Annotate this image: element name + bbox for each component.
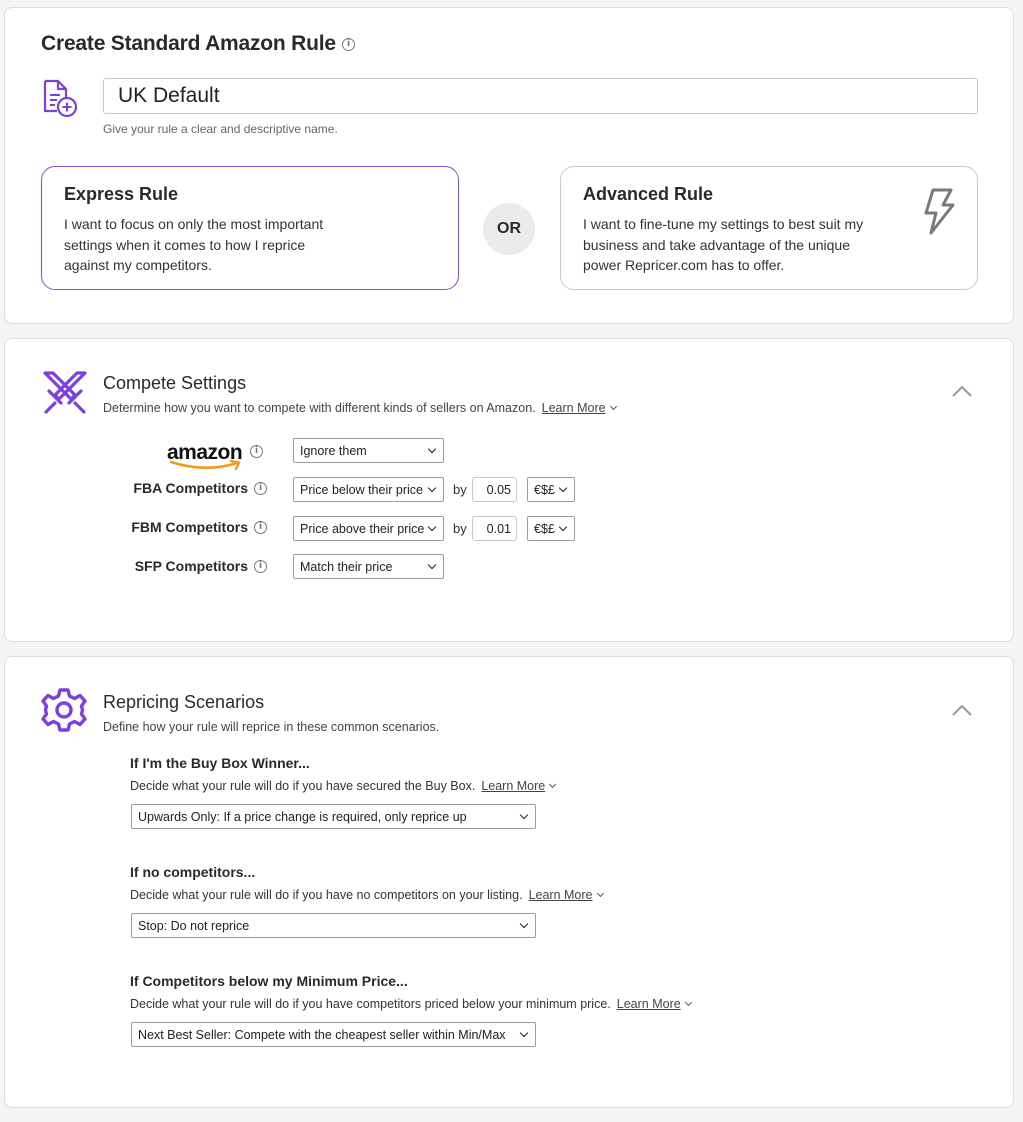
repricing-scenarios-subtitle: Define how your rule will reprice in these common scenarios.	[103, 720, 440, 734]
chevron-down-icon[interactable]	[685, 999, 692, 1006]
compete-settings-subtitle	[103, 401, 616, 415]
gear-icon	[41, 687, 87, 733]
no-competitors-title: If no competitors...	[130, 864, 256, 880]
advanced-rule-title: Advanced Rule	[583, 184, 714, 204]
fba-amount-input[interactable]: 0.05	[472, 477, 517, 502]
info-icon[interactable]: i	[254, 521, 267, 534]
no-competitors-description	[130, 888, 603, 902]
buybox-winner-description	[130, 779, 555, 793]
lightning-icon	[919, 187, 959, 237]
buybox-learn-more-link[interactable]: Learn More	[481, 779, 546, 793]
fbm-currency-value: €$£	[534, 521, 555, 536]
info-icon[interactable]: i	[254, 560, 267, 573]
chevron-down-icon	[428, 560, 436, 568]
express-rule-description: I want to focus on only the most important settings when it comes to how I reprice against my competitors.	[64, 216, 324, 273]
express-rule-title: Express Rule	[64, 184, 179, 204]
fba-currency-select[interactable]	[527, 477, 575, 502]
rule-name-input[interactable]: UK Default	[103, 78, 978, 114]
amazon-smile-icon	[169, 459, 249, 471]
below-min-price-select-value: Next Best Seller: Compete with the cheapest seller within Min/Max	[138, 1027, 506, 1042]
buybox-winner-title: If I'm the Buy Box Winner...	[130, 755, 310, 771]
chevron-down-icon	[559, 483, 567, 491]
buybox-winner-select-value: Upwards Only: If a price change is required, only reprice up	[138, 809, 467, 824]
chevron-down-icon	[520, 810, 528, 818]
info-icon[interactable]: i	[254, 482, 267, 495]
below-min-price-learn-more-link[interactable]: Learn More	[616, 997, 681, 1011]
chevron-down-icon[interactable]	[610, 403, 617, 410]
compete-settings-card	[4, 338, 1014, 642]
repricing-scenarios-title: Repricing Scenarios	[103, 692, 265, 712]
chevron-down-icon	[428, 522, 436, 530]
chevron-down-icon[interactable]	[596, 890, 603, 897]
sfp-compete-select[interactable]	[293, 554, 444, 579]
fbm-amount-input[interactable]: 0.01	[472, 516, 517, 541]
chevron-down-icon	[520, 1028, 528, 1036]
below-min-price-description	[130, 997, 691, 1011]
or-divider: OR	[483, 203, 535, 255]
fbm-compete-select[interactable]	[293, 516, 444, 541]
advanced-rule-option[interactable]	[560, 166, 978, 290]
fba-by-label: by	[453, 482, 467, 497]
repricing-scenarios-card	[4, 656, 1014, 1108]
sfp-label	[65, 558, 267, 574]
fba-compete-select-value: Price below their price	[300, 482, 423, 497]
info-icon[interactable]: i	[342, 38, 355, 51]
page-title	[41, 32, 355, 56]
fba-label-text: FBA Competitors	[133, 480, 248, 496]
chevron-down-icon[interactable]	[549, 781, 556, 788]
chevron-down-icon	[428, 444, 436, 452]
no-competitors-select-value: Stop: Do not reprice	[138, 918, 250, 933]
rule-name-hint: Give your rule a clear and descriptive name.	[103, 122, 338, 136]
fba-label	[65, 480, 267, 496]
amazon-label	[165, 439, 265, 469]
amazon-logo: amazon	[167, 441, 243, 464]
sfp-compete-select-value: Match their price	[300, 559, 393, 574]
fbm-label	[65, 519, 267, 535]
buybox-winner-description-text: Decide what your rule will do if you have secured the Buy Box.	[130, 779, 476, 793]
fba-compete-select[interactable]	[293, 477, 444, 502]
fbm-by-label: by	[453, 521, 467, 536]
collapse-chevron-up-icon[interactable]	[951, 384, 973, 398]
sfp-label-text: SFP Competitors	[134, 558, 248, 574]
below-min-price-select[interactable]	[131, 1022, 536, 1047]
no-competitors-description-text: Decide what your rule will do if you have no competitors on your listing.	[130, 888, 523, 902]
amazon-compete-select[interactable]	[293, 438, 444, 463]
amazon-compete-select-value: Ignore them	[300, 443, 367, 458]
fbm-compete-select-value: Price above their price	[300, 521, 425, 536]
compete-settings-title: Compete Settings	[103, 373, 247, 393]
page-title-text: Create Standard Amazon Rule	[41, 32, 336, 55]
no-competitors-select[interactable]	[131, 913, 536, 938]
compete-learn-more-link[interactable]: Learn More	[541, 401, 606, 415]
info-icon[interactable]: i	[250, 445, 263, 458]
chevron-down-icon	[428, 483, 436, 491]
express-rule-option[interactable]	[41, 166, 459, 290]
compete-settings-subtitle-text: Determine how you want to compete with different kinds of sellers on Amazon.	[103, 401, 536, 415]
chevron-down-icon	[520, 919, 528, 927]
document-add-icon	[41, 78, 79, 118]
fbm-currency-select[interactable]	[527, 516, 575, 541]
rule-header-card	[4, 7, 1014, 324]
buybox-winner-select[interactable]	[131, 804, 536, 829]
collapse-chevron-up-icon[interactable]	[951, 703, 973, 717]
crossed-swords-icon	[41, 369, 89, 417]
no-competitors-learn-more-link[interactable]: Learn More	[528, 888, 593, 902]
below-min-price-description-text: Decide what your rule will do if you have competitors priced below your minimum price.	[130, 997, 611, 1011]
fba-currency-value: €$£	[534, 482, 555, 497]
below-min-price-title: If Competitors below my Minimum Price...	[130, 973, 408, 989]
chevron-down-icon	[559, 522, 567, 530]
fbm-label-text: FBM Competitors	[131, 519, 248, 535]
advanced-rule-description: I want to fine-tune my settings to best suit my business and take advantage of the unique power Repricer.com has to offer.	[583, 216, 864, 273]
